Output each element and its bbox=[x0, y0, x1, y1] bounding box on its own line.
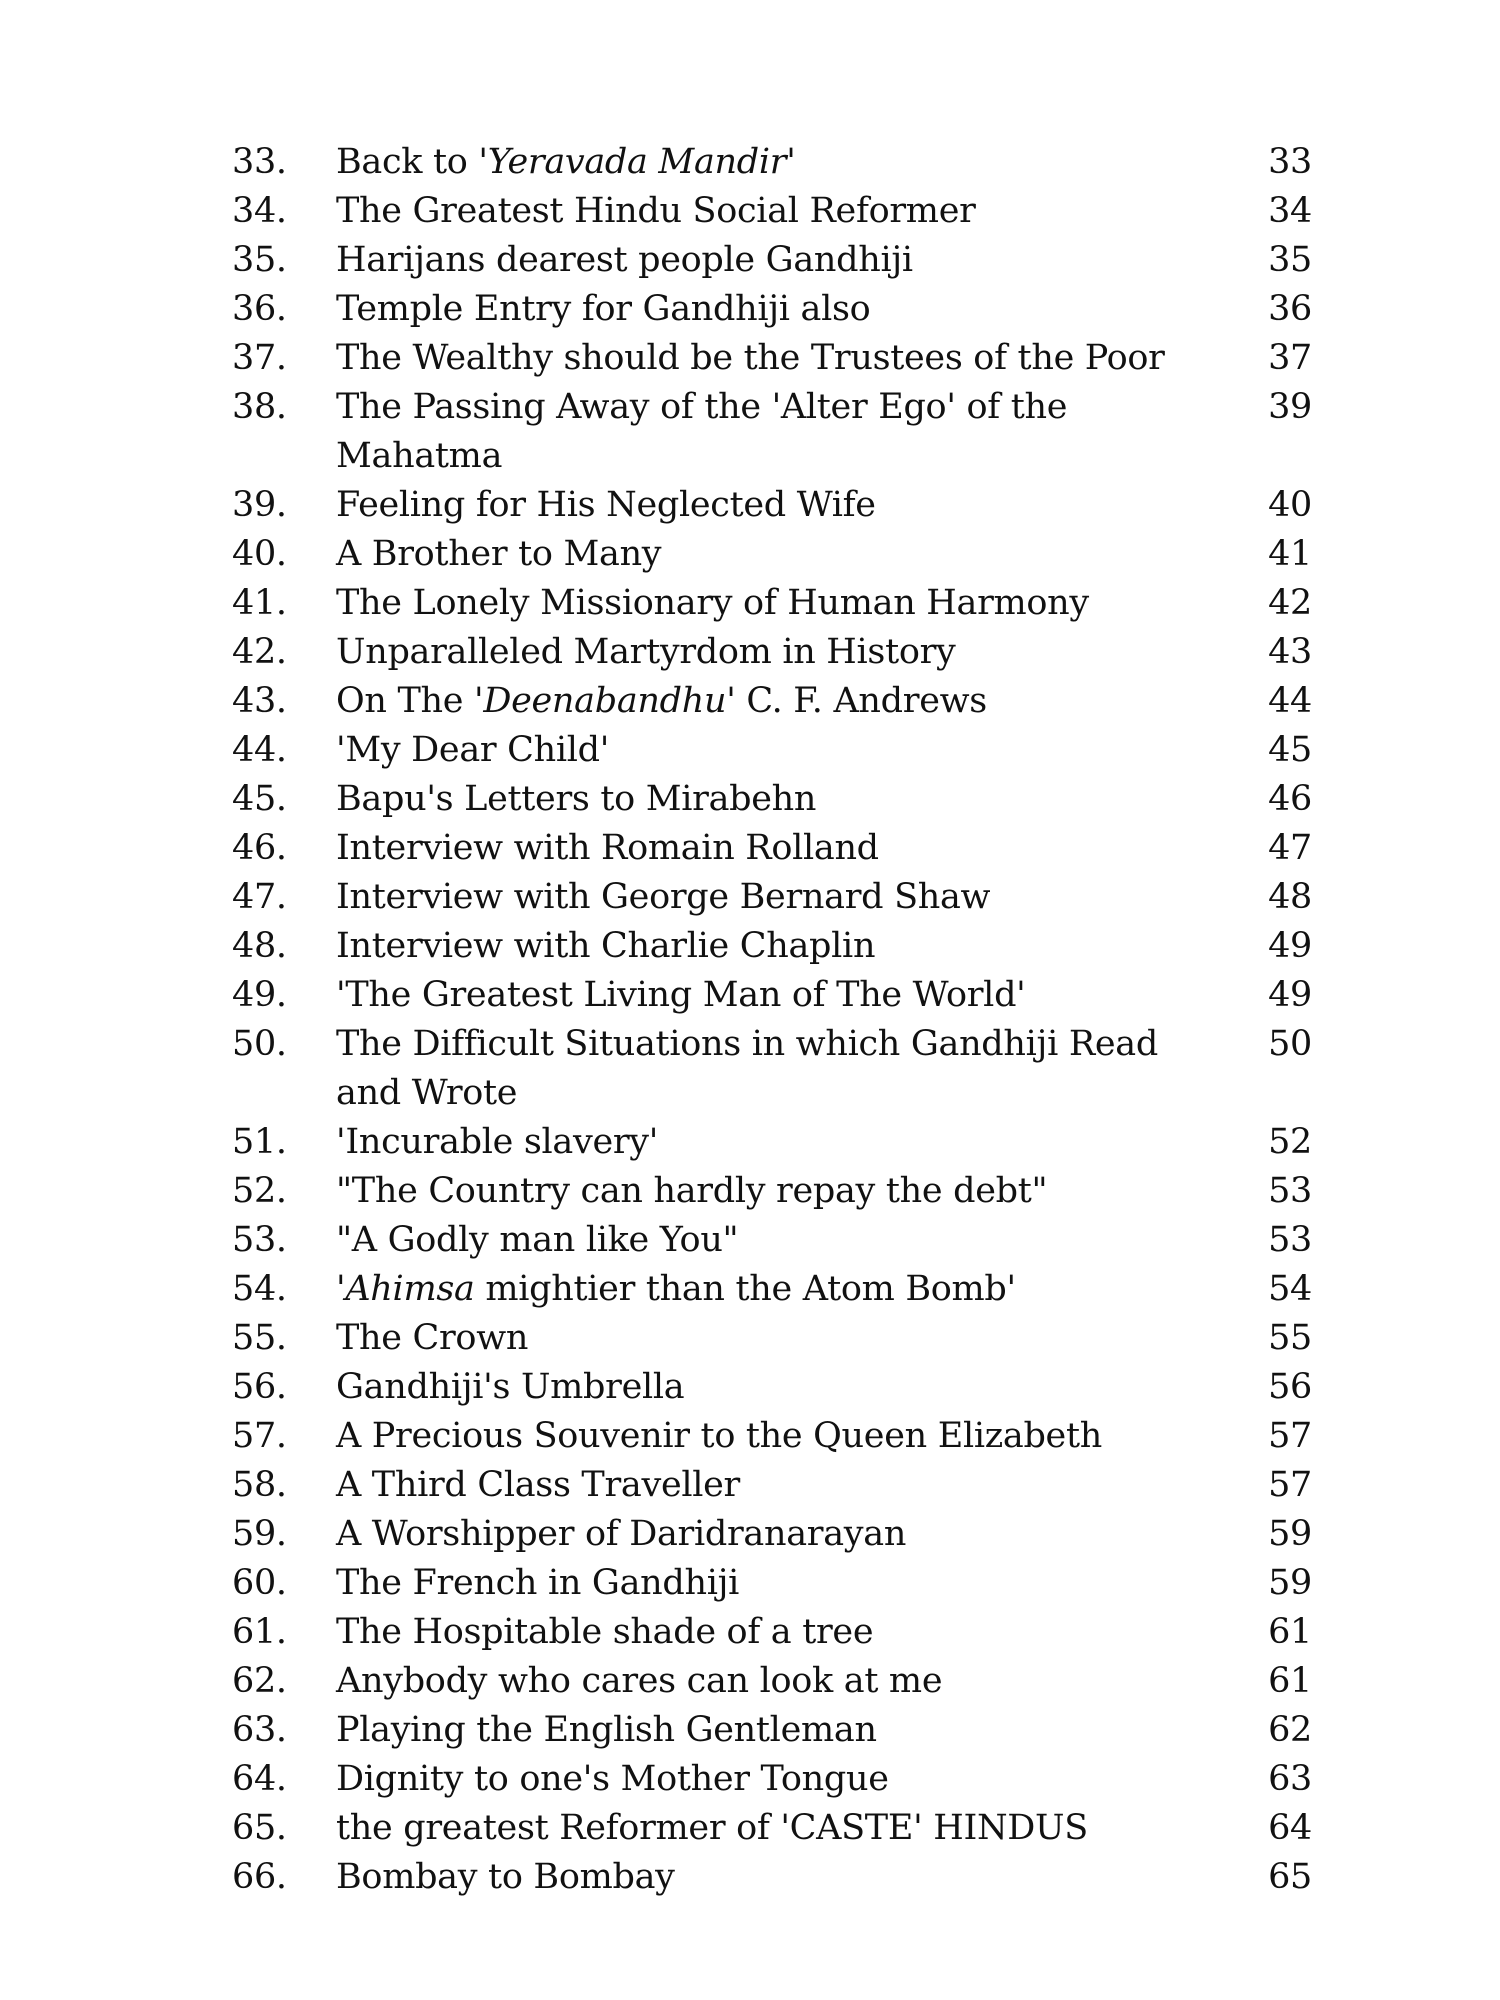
entry-title bbox=[336, 1461, 1196, 1510]
entry-number: 51. bbox=[232, 1122, 287, 1162]
entry-title-text: The Difficult Situations in which Gandhiji Read and Wrote bbox=[336, 1024, 1158, 1113]
entry-title-text: Interview with George Bernard Shaw bbox=[336, 877, 991, 917]
toc-entry bbox=[232, 1314, 1312, 1363]
entry-page-number: 45 bbox=[1268, 730, 1312, 770]
entry-page-number: 61 bbox=[1268, 1612, 1312, 1652]
entry-number: 36. bbox=[232, 289, 287, 329]
entry-number: 53. bbox=[232, 1220, 287, 1260]
entry-title bbox=[336, 628, 1196, 677]
entry-title bbox=[336, 1853, 1196, 1902]
toc-entry bbox=[232, 971, 1312, 1020]
entry-title-text: The Greatest Hindu Social Reformer bbox=[336, 191, 976, 231]
entry-title-text: Bapu's Letters to Mirabehn bbox=[336, 779, 817, 819]
toc-entry bbox=[232, 1755, 1312, 1804]
entry-title bbox=[336, 285, 1196, 334]
entry-number: 63. bbox=[232, 1710, 287, 1750]
entry-number: 34. bbox=[232, 191, 287, 231]
entry-page-number: 42 bbox=[1268, 583, 1312, 623]
toc-entry bbox=[232, 383, 1312, 481]
entry-title bbox=[336, 1559, 1196, 1608]
entry-title-text: 'Incurable slavery' bbox=[336, 1122, 659, 1162]
entry-number: 57. bbox=[232, 1416, 287, 1456]
entry-title bbox=[336, 726, 1196, 775]
entry-number: 58. bbox=[232, 1465, 287, 1505]
entry-number: 38. bbox=[232, 387, 287, 427]
entry-title-text: mightier than the Atom Bomb' bbox=[474, 1269, 1016, 1309]
toc-entry bbox=[232, 1216, 1312, 1265]
entry-page-number: 62 bbox=[1268, 1710, 1312, 1750]
entry-title bbox=[336, 1216, 1196, 1265]
entry-title-text: ' bbox=[336, 1269, 346, 1309]
entry-number: 55. bbox=[232, 1318, 287, 1358]
entry-title-text: A Precious Souvenir to the Queen Elizabeth bbox=[336, 1416, 1102, 1456]
toc-entry bbox=[232, 236, 1312, 285]
toc-entry bbox=[232, 1118, 1312, 1167]
entry-page-number: 48 bbox=[1268, 877, 1312, 917]
entry-title-text: The Lonely Missionary of Human Harmony bbox=[336, 583, 1089, 623]
entry-title bbox=[336, 677, 1196, 726]
toc-entry bbox=[232, 481, 1312, 530]
entry-number: 37. bbox=[232, 338, 287, 378]
entry-page-number: 53 bbox=[1268, 1171, 1312, 1211]
entry-title bbox=[336, 1706, 1196, 1755]
entry-title-text: Harijans dearest people Gandhiji bbox=[336, 240, 913, 280]
entry-title-text: C. F. Andrews bbox=[735, 681, 987, 721]
toc-entry bbox=[232, 1167, 1312, 1216]
entry-title bbox=[336, 1657, 1196, 1706]
toc-entry bbox=[232, 187, 1312, 236]
entry-number: 43. bbox=[232, 681, 287, 721]
entry-page-number: 49 bbox=[1268, 975, 1312, 1015]
entry-title-text: 'The Greatest Living Man of The World' bbox=[336, 975, 1026, 1015]
entry-title bbox=[336, 383, 1196, 481]
entry-title bbox=[336, 236, 1196, 285]
entry-number: 47. bbox=[232, 877, 287, 917]
entry-title-text: The Wealthy should be the Trustees of the Poor bbox=[336, 338, 1165, 378]
entry-number: 64. bbox=[232, 1759, 287, 1799]
entry-number: 65. bbox=[232, 1808, 287, 1848]
toc-entry bbox=[232, 334, 1312, 383]
entry-page-number: 64 bbox=[1268, 1808, 1312, 1848]
entry-page-number: 56 bbox=[1268, 1367, 1312, 1407]
entry-title bbox=[336, 824, 1196, 873]
entry-number: 39. bbox=[232, 485, 287, 525]
entry-page-number: 55 bbox=[1268, 1318, 1312, 1358]
entry-title bbox=[336, 481, 1196, 530]
entry-title bbox=[336, 922, 1196, 971]
entry-title bbox=[336, 775, 1196, 824]
toc-entry bbox=[232, 1804, 1312, 1853]
entry-page-number: 63 bbox=[1268, 1759, 1312, 1799]
toc-entry bbox=[232, 1706, 1312, 1755]
entry-title-text: 'My Dear Child' bbox=[336, 730, 610, 770]
entry-title-text: A Brother to Many bbox=[336, 534, 662, 574]
entry-page-number: 35 bbox=[1268, 240, 1312, 280]
entry-title bbox=[336, 1804, 1196, 1853]
entry-page-number: 44 bbox=[1268, 681, 1312, 721]
entry-page-number: 37 bbox=[1268, 338, 1312, 378]
entry-title-text: Dignity to one's Mother Tongue bbox=[336, 1759, 889, 1799]
toc-entry bbox=[232, 775, 1312, 824]
entry-title-text: Interview with Romain Rolland bbox=[336, 828, 879, 868]
entry-title-text: Interview with Charlie Chaplin bbox=[336, 926, 876, 966]
entry-title bbox=[336, 138, 1196, 187]
entry-page-number: 59 bbox=[1268, 1563, 1312, 1603]
entry-title bbox=[336, 1118, 1196, 1167]
entry-title-text: Temple Entry for Gandhiji also bbox=[336, 289, 871, 329]
entry-page-number: 41 bbox=[1268, 534, 1312, 574]
entry-number: 46. bbox=[232, 828, 287, 868]
entry-number: 52. bbox=[232, 1171, 287, 1211]
table-of-contents bbox=[232, 138, 1312, 1902]
entry-page-number: 33 bbox=[1268, 142, 1312, 182]
toc-entry bbox=[232, 677, 1312, 726]
entry-page-number: 34 bbox=[1268, 191, 1312, 231]
toc-entry bbox=[232, 1853, 1312, 1902]
entry-page-number: 61 bbox=[1268, 1661, 1312, 1701]
toc-entry bbox=[232, 1020, 1312, 1118]
entry-title bbox=[336, 1265, 1196, 1314]
entry-number: 49. bbox=[232, 975, 287, 1015]
entry-number: 61. bbox=[232, 1612, 287, 1652]
entry-page-number: 50 bbox=[1268, 1024, 1312, 1064]
entry-title bbox=[336, 1412, 1196, 1461]
entry-page-number: 54 bbox=[1268, 1269, 1312, 1309]
toc-entry bbox=[232, 1461, 1312, 1510]
entry-title bbox=[336, 873, 1196, 922]
entry-number: 40. bbox=[232, 534, 287, 574]
entry-title-text: Feeling for His Neglected Wife bbox=[336, 485, 876, 525]
toc-entry bbox=[232, 1265, 1312, 1314]
entry-number: 59. bbox=[232, 1514, 287, 1554]
entry-title-text: "The Country can hardly repay the debt" bbox=[336, 1171, 1048, 1211]
entry-number: 66. bbox=[232, 1857, 287, 1897]
toc-entry bbox=[232, 628, 1312, 677]
entry-title-italic: 'Deenabandhu' bbox=[474, 681, 736, 721]
entry-title bbox=[336, 579, 1196, 628]
toc-entry bbox=[232, 579, 1312, 628]
toc-entry bbox=[232, 824, 1312, 873]
entry-title-text: A Third Class Traveller bbox=[336, 1465, 740, 1505]
entry-title-text: The French in Gandhiji bbox=[336, 1563, 740, 1603]
entry-number: 45. bbox=[232, 779, 287, 819]
entry-title bbox=[336, 1363, 1196, 1412]
toc-entry bbox=[232, 873, 1312, 922]
entry-page-number: 52 bbox=[1268, 1122, 1312, 1162]
entry-title-italic: 'Yeravada Mandir' bbox=[478, 142, 796, 182]
toc-entry bbox=[232, 922, 1312, 971]
toc-entry bbox=[232, 1510, 1312, 1559]
entry-page-number: 53 bbox=[1268, 1220, 1312, 1260]
entry-title bbox=[336, 530, 1196, 579]
entry-page-number: 65 bbox=[1268, 1857, 1312, 1897]
toc-entry bbox=[232, 1559, 1312, 1608]
entry-page-number: 59 bbox=[1268, 1514, 1312, 1554]
entry-title-text: the greatest Reformer of 'CASTE' HINDUS bbox=[336, 1808, 1088, 1848]
entry-number: 48. bbox=[232, 926, 287, 966]
entry-page-number: 49 bbox=[1268, 926, 1312, 966]
entry-page-number: 57 bbox=[1268, 1465, 1312, 1505]
toc-entry bbox=[232, 138, 1312, 187]
entry-title bbox=[336, 1510, 1196, 1559]
toc-entry bbox=[232, 726, 1312, 775]
entry-title bbox=[336, 334, 1196, 383]
entry-number: 56. bbox=[232, 1367, 287, 1407]
entry-number: 60. bbox=[232, 1563, 287, 1603]
entry-title-text: A Worshipper of Daridranarayan bbox=[336, 1514, 907, 1554]
entry-title-text: Back to bbox=[336, 142, 479, 182]
entry-title-text: Playing the English Gentleman bbox=[336, 1710, 877, 1750]
entry-title bbox=[336, 1167, 1196, 1216]
entry-number: 33. bbox=[232, 142, 287, 182]
entry-title-text: Gandhiji's Umbrella bbox=[336, 1367, 685, 1407]
entry-page-number: 39 bbox=[1268, 387, 1312, 427]
entry-page-number: 36 bbox=[1268, 289, 1312, 329]
entry-title-text: The Crown bbox=[336, 1318, 529, 1358]
entry-title-text: On The bbox=[336, 681, 474, 721]
entry-title bbox=[336, 1755, 1196, 1804]
entry-title-text: Unparalleled Martyrdom in History bbox=[336, 632, 956, 672]
toc-entry bbox=[232, 530, 1312, 579]
entry-number: 50. bbox=[232, 1024, 287, 1064]
entry-number: 41. bbox=[232, 583, 287, 623]
entry-title-text: The Passing Away of the 'Alter Ego' of the Mahatma bbox=[336, 387, 1068, 476]
entry-title-text: Anybody who cares can look at me bbox=[336, 1661, 943, 1701]
entry-title-text: The Hospitable shade of a tree bbox=[336, 1612, 874, 1652]
entry-number: 42. bbox=[232, 632, 287, 672]
entry-page-number: 57 bbox=[1268, 1416, 1312, 1456]
entry-page-number: 43 bbox=[1268, 632, 1312, 672]
entry-title-italic: Ahimsa bbox=[345, 1269, 475, 1309]
entry-title bbox=[336, 187, 1196, 236]
entry-title-text: Bombay to Bombay bbox=[336, 1857, 675, 1897]
entry-title bbox=[336, 1314, 1196, 1363]
entry-page-number: 46 bbox=[1268, 779, 1312, 819]
entry-number: 44. bbox=[232, 730, 287, 770]
toc-entry bbox=[232, 1412, 1312, 1461]
entry-title bbox=[336, 1608, 1196, 1657]
entry-number: 35. bbox=[232, 240, 287, 280]
toc-entry bbox=[232, 1363, 1312, 1412]
entry-title bbox=[336, 971, 1196, 1020]
entry-number: 54. bbox=[232, 1269, 287, 1309]
toc-entry bbox=[232, 1608, 1312, 1657]
entry-page-number: 47 bbox=[1268, 828, 1312, 868]
entry-page-number: 40 bbox=[1268, 485, 1312, 525]
entry-number: 62. bbox=[232, 1661, 287, 1701]
toc-entry bbox=[232, 285, 1312, 334]
entry-title bbox=[336, 1020, 1196, 1118]
toc-entry bbox=[232, 1657, 1312, 1706]
entry-title-text: "A Godly man like You" bbox=[336, 1220, 739, 1260]
